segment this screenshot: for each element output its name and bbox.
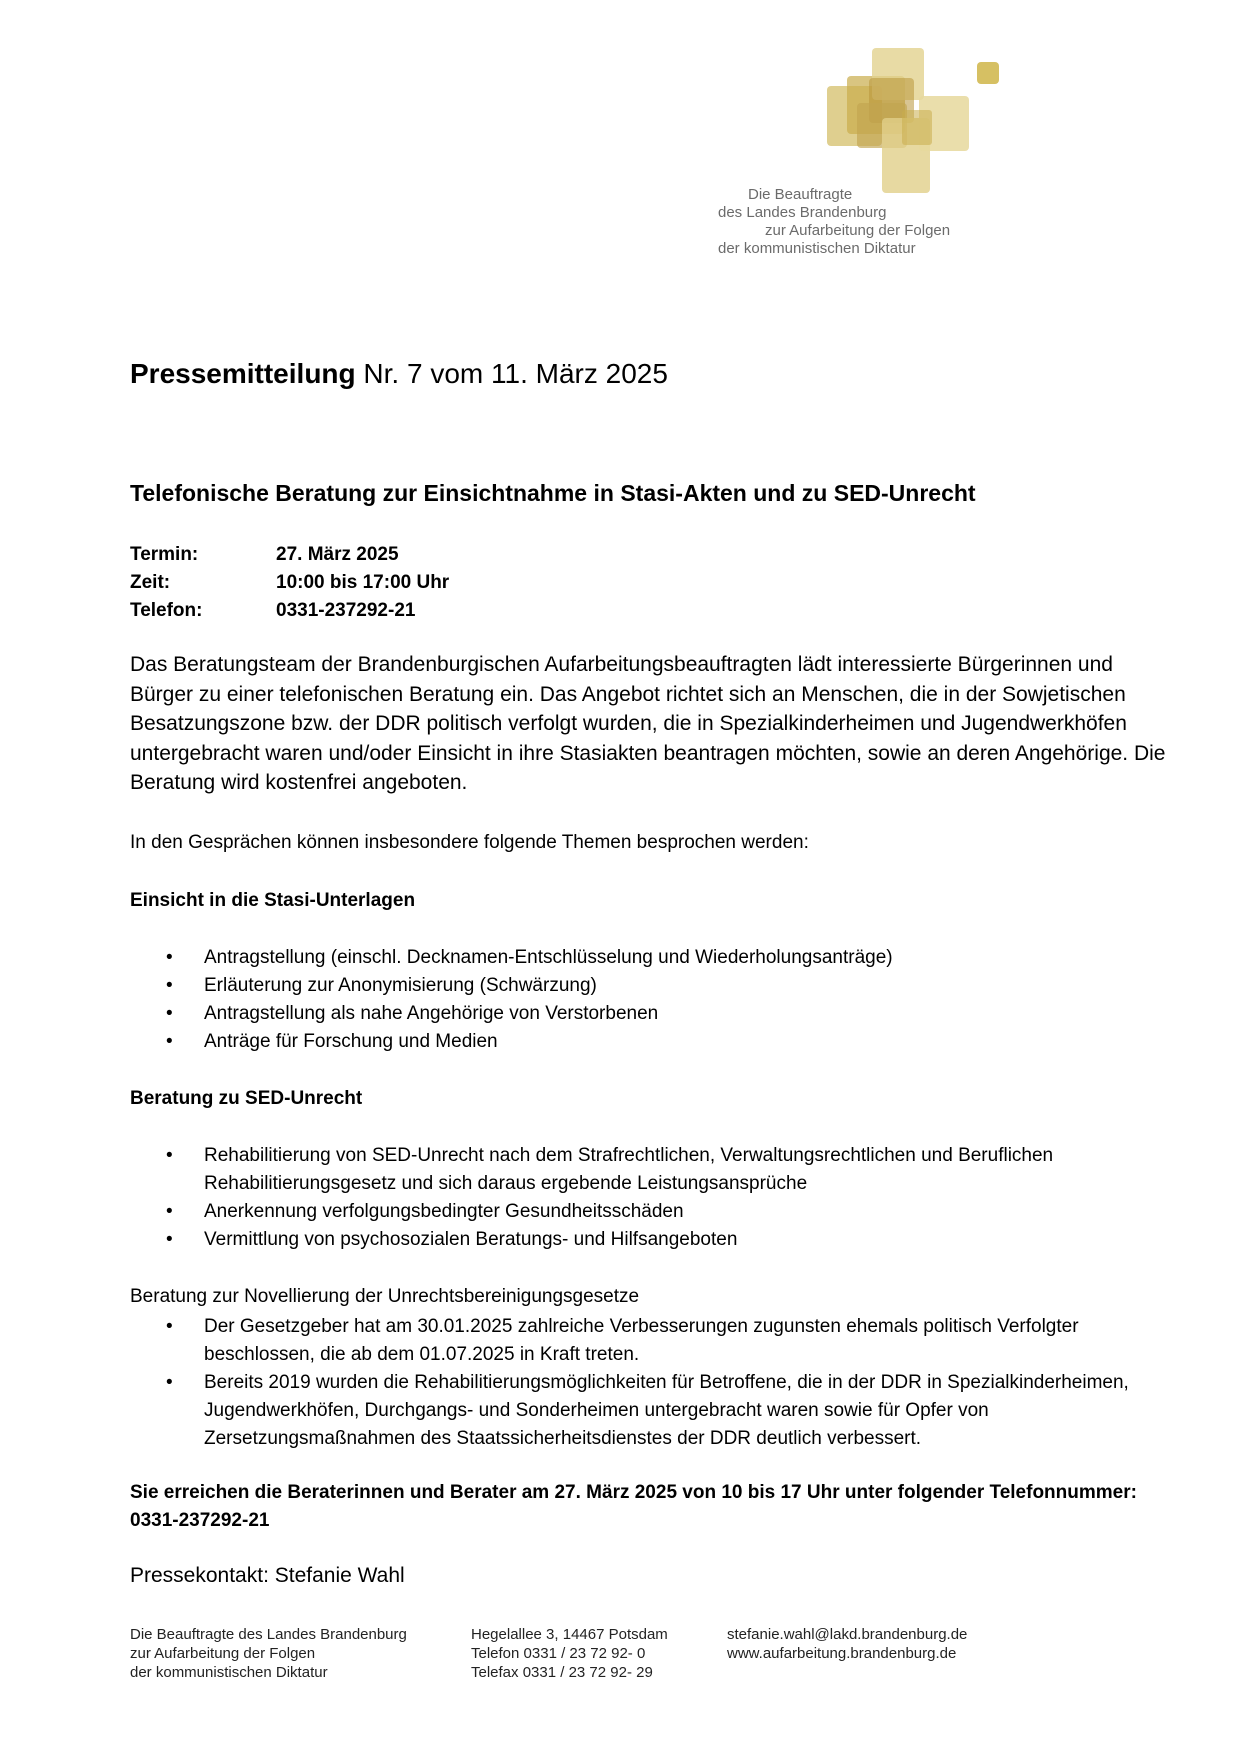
footer-contact	[727, 1625, 967, 1663]
fact-label: Telefon:	[130, 600, 203, 621]
footer-line: zur Aufarbeitung der Folgen	[130, 1645, 316, 1662]
fact-label: Termin:	[130, 544, 199, 565]
logo-caption	[718, 186, 978, 258]
list-item-text: Der Gesetzgeber hat am 30.01.2025 zahlreiche Verbesserungen zugunsten ehemals politisch Verfolgter beschlossen, die ab dem 01.07.2025 in Kraft treten.	[204, 1316, 1079, 1365]
fact-value: 10:00 bis 17:00 Uhr	[276, 572, 450, 593]
fact-label: Zeit:	[130, 572, 171, 593]
list-item	[130, 1369, 1170, 1453]
bullet-icon: •	[166, 1003, 173, 1024]
list-item-text: Anerkennung verfolgungsbedingter Gesundheitsschäden	[204, 1201, 684, 1222]
bullet-icon: •	[166, 1201, 173, 1222]
title-bold: Pressemitteilung	[130, 358, 356, 389]
footer-website-link[interactable]: www.aufarbeitung.brandenburg.de	[727, 1645, 957, 1662]
lakd-logo	[827, 48, 1007, 198]
title-rest: Nr. 7 vom 11. März 2025	[355, 358, 668, 389]
list-item-text: Erläuterung zur Anonymisierung (Schwärzung)	[204, 975, 597, 996]
footer-line: Hegelallee 3, 14467 Potsdam	[471, 1626, 668, 1643]
fact-value: 0331-237292-21	[276, 600, 416, 621]
section-heading-sed: Beratung zu SED-Unrecht	[130, 1088, 363, 1109]
logo-line: Die Beauftragte	[748, 186, 853, 203]
list-item	[130, 1000, 1170, 1028]
footer-fax: Telefax 0331 / 23 72 92- 29	[471, 1664, 653, 1681]
event-facts	[130, 541, 449, 625]
footer-line: Die Beauftragte des Landes Brandenburg	[130, 1626, 407, 1643]
logo-line: zur Aufarbeitung der Folgen	[765, 222, 951, 239]
list-item	[130, 1198, 1170, 1226]
footer-address	[471, 1625, 668, 1682]
fact-row	[130, 597, 449, 625]
bullet-icon: •	[166, 1031, 173, 1052]
sed-topics-list	[130, 1142, 1170, 1254]
footer-phone: Telefon 0331 / 23 72 92- 0	[471, 1645, 646, 1662]
intro-paragraph: Das Beratungsteam der Brandenburgischen Aufarbeitungsbeauftragten lädt interessierte Bürgerinnen und Bürger zu einer telefonischen Beratung ein. Das Angebot richtet sich an Menschen, die in der Sowjetischen Besatzungszone bzw. der DDR politisch verfolgt wurden, die in Spezialkinderheimen und Jugendwerkhöfen untergebracht waren und/oder Einsicht in ihre Stasiakten beantragen möchten, sowie an deren Angehörige. Die Beratung wird kostenfrei angeboten.	[130, 653, 1166, 794]
list-item	[130, 1028, 1170, 1056]
fact-value: 27. März 2025	[276, 544, 399, 565]
fact-row	[130, 541, 449, 569]
list-item-text: Antragstellung (einschl. Decknamen-Entschlüsselung und Wiederholungsanträge)	[204, 947, 893, 968]
bullet-icon: •	[166, 975, 173, 996]
page-title	[130, 358, 668, 390]
footer-email-link[interactable]: stefanie.wahl@lakd.brandenburg.de	[727, 1626, 968, 1643]
novellierung-topics-list	[130, 1313, 1170, 1453]
bullet-icon: •	[166, 1145, 173, 1166]
bullet-icon: •	[166, 947, 173, 968]
list-item-text: Anträge für Forschung und Medien	[204, 1031, 498, 1052]
headline: Telefonische Beratung zur Einsichtnahme in Stasi-Akten und zu SED-Unrecht	[130, 480, 976, 506]
list-item	[130, 1313, 1170, 1369]
bullet-icon: •	[166, 1316, 173, 1337]
fact-row	[130, 569, 449, 597]
press-contact: Pressekontakt: Stefanie Wahl	[130, 1564, 405, 1587]
section-heading-novellierung: Beratung zur Novellierung der Unrechtsbereinigungsgesetze	[130, 1286, 640, 1307]
footer-line: der kommunistischen Diktatur	[130, 1664, 328, 1681]
stasi-topics-list	[130, 944, 1170, 1056]
list-item	[130, 972, 1170, 1000]
footer-organization	[130, 1625, 407, 1682]
bullet-icon: •	[166, 1229, 173, 1250]
list-item-text: Antragstellung als nahe Angehörige von Verstorbenen	[204, 1003, 659, 1024]
list-item-text: Vermittlung von psychosozialen Beratungs- und Hilfsangeboten	[204, 1229, 738, 1250]
section-heading-stasi: Einsicht in die Stasi-Unterlagen	[130, 890, 416, 911]
list-item	[130, 1226, 1170, 1254]
list-item	[130, 1142, 1170, 1198]
logo-line: der kommunistischen Diktatur	[718, 240, 916, 257]
list-item-text: Bereits 2019 wurden die Rehabilitierungsmöglichkeiten für Betroffene, die in der DDR in Spezialkinderheimen, Jugendwerkhöfen, Durchgangs- und Sonderheimen untergebracht waren sowie für Opfer von Zersetzungsmaßnahmen des Staatssicherheitsdienstes der DDR deutlich verbessert.	[204, 1372, 1129, 1449]
bullet-icon: •	[166, 1372, 173, 1393]
topics-intro: In den Gesprächen können insbesondere folgende Themen besprochen werden:	[130, 832, 809, 853]
list-item-text: Rehabilitierung von SED-Unrecht nach dem Strafrechtlichen, Verwaltungsrechtlichen und Beruflichen Rehabilitierungsgesetz und sich daraus ergebende Leistungsansprüche	[204, 1145, 1054, 1194]
closing-note: Sie erreichen die Beraterinnen und Berater am 27. März 2025 von 10 bis 17 Uhr unter folgender Telefonnummer: 0331-237292-21	[130, 1482, 1137, 1531]
list-item	[130, 944, 1170, 972]
logo-line: des Landes Brandenburg	[718, 204, 887, 221]
